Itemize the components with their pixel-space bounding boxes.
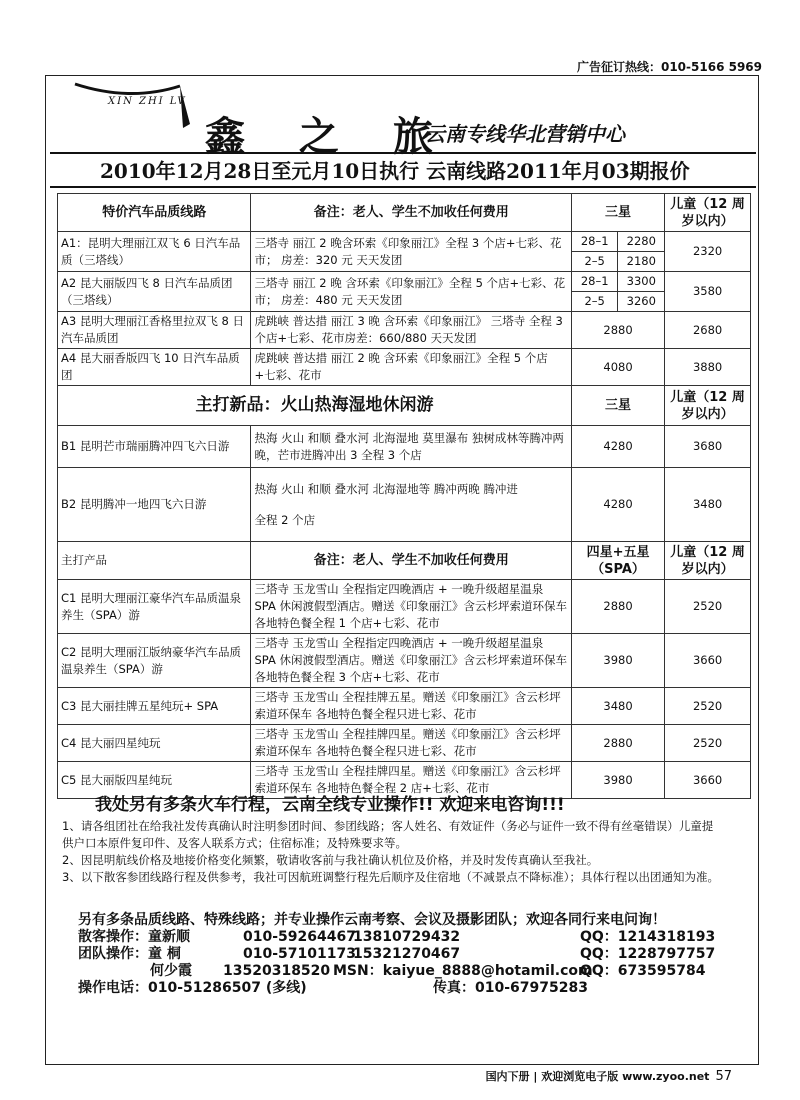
route-name: C5 昆大丽版四星纯玩 [58,762,251,799]
route-note: 虎跳峡 普达措 丽江 2 晚 含环索《印象丽江》全程 5 个店+七彩、花市 [251,349,571,386]
route-name: C3 昆大丽挂牌五星纯玩+ SPA [58,688,251,725]
route-note: 三塔寺 玉龙雪山 全程挂牌五星。赠送《印象丽江》含云杉坪索道环保车 各地特色餐全程只进七彩、花市 [251,688,571,725]
route-note: 三塔寺 丽江 2 晚 含环索《印象丽江》全程 5 个店+七彩、花市； 房差：480 元 天天发团 [251,272,571,312]
page-number: 57 [715,1069,732,1084]
col-note-header: 备注：老人、学生不加收任何费用 [251,194,571,232]
section1-header [58,194,751,232]
route-note: 三塔寺 玉龙雪山 全程挂牌四星。赠送《印象丽江》含云杉坪索道环保车 各地特色餐全程 2 店+七彩、花市 [251,762,571,799]
contact-qq: QQ：1214318193 [580,929,716,945]
route-note-cell [251,468,571,542]
col-child-header: 儿童（12 周岁以内） [665,386,751,426]
contact-label: 团队操作： [78,946,148,962]
section2-header [58,386,751,426]
route-name: A4 昆大丽香版四飞 10 日汽车品质团 [58,349,251,386]
table-row [58,232,751,252]
price-adult: 3480 [571,688,664,725]
note-item: 2、因昆明航线价格及地接价格变化频繁，敬请收客前与我社确认机位及价格，并及时发传真确认至我社。 [62,853,599,867]
table-row [58,468,751,542]
contact-name: 何少霞 [150,963,192,979]
brand-name: 鑫 之 旅 [205,113,453,160]
route-name: C2 昆明大理丽江版纳豪华汽车品质温泉养生（SPA）游 [58,634,251,688]
col-route-header: 主打产品 [58,542,251,580]
contact-phone: 010-57101173 [243,946,356,962]
price-child: 3480 [665,468,751,542]
date-range: 2–5 [571,292,618,312]
route-name: B2 昆明腾冲一地四飞六日游 [58,468,251,542]
col-star-header: 三星 [571,386,664,426]
contact-row [78,963,718,980]
price-child: 3580 [665,272,751,312]
contact-msn: MSN：kaiyue_8888@hotamil.com [333,963,593,979]
price-adult: 3980 [571,762,664,799]
price-adult: 2880 [571,312,664,349]
route-note-extra: 全程 2 个店 [254,512,316,527]
section2-title: 主打新品：火山热海湿地休闲游 [58,386,572,426]
route-name: B1 昆明芒市瑞丽腾冲四飞六日游 [58,426,251,468]
price-adult: 4080 [571,349,664,386]
contact-mobile: 15321270467 [353,946,461,962]
slogan: 我处另有多条火车行程，云南全线专业操作!! 欢迎来电咨询!!! [95,795,565,815]
route-name: C1 昆明大理丽江豪华汽车品质温泉养生（SPA）游 [58,580,251,634]
route-note: 三塔寺 玉龙雪山 全程指定四晚酒店 + 一晚升级超星温泉 SPA 休闲渡假型酒店。赠送《印象丽江》含云杉坪索道环保车 各地特色餐全程 3 个店+七彩、花市 [251,634,571,688]
col-child-header: 儿童（12 周岁以内） [665,542,751,580]
logo-english-text: XIN ZHI LV [108,96,187,107]
col-star-header: 三星 [571,194,664,232]
contact-phone: 010-51286507 (多线) [148,980,307,996]
contact-block [78,912,718,997]
contact-row [78,980,718,997]
col-star-header: 四星+五星（SPA） [571,542,664,580]
table-row [58,312,751,349]
price-table [57,193,751,799]
date-range: 28–1 [571,232,618,252]
price-child: 2520 [665,725,751,762]
contact-row [78,946,718,963]
ad-hotline: 广告征订热线：010-5166 5969 [576,60,762,74]
route-name: A3 昆明大理丽江香格里拉双飞 8 日汽车品质团 [58,312,251,349]
route-note: 热海 火山 和顺 叠水河 北海湿地等 腾冲两晚 腾冲进 [254,481,518,496]
brand-subtitle: 云南专线华北营销中心 [425,122,625,146]
price-adult: 2880 [571,580,664,634]
price-adult: 4280 [571,426,664,468]
route-note: 三塔寺 丽江 2 晚含环索《印象丽江》全程 3 个店+七彩、花市； 房差：320 元 天天发团 [251,232,571,272]
route-note: 虎跳峡 普达措 丽江 3 晚 含环索《印象丽江》 三塔寺 全程 3 个店+七彩、花市房差：660/880 天天发团 [251,312,571,349]
table-row [58,349,751,386]
contact-label: 操作电话： [78,980,148,996]
contact-name: 童新顺 [148,929,190,945]
table-row [58,634,751,688]
route-name: C4 昆大丽四星纯玩 [58,725,251,762]
contact-fax: 传真：010-67975283 [433,980,588,996]
price-adult: 2880 [571,725,664,762]
section3-header [58,542,751,580]
col-child-header: 儿童（12 周岁以内） [665,194,751,232]
table-row [58,580,751,634]
table-row [58,272,751,292]
price-adult: 2180 [618,252,665,272]
footer-text: 国内下册 | 欢迎浏览电子版 www.zyoo.net [485,1070,710,1083]
route-note: 热海 火山 和顺 叠水河 北海湿地 莫里瀑布 独树成林等腾冲两晚，芒市进腾冲出 3 全程 3 个店 [251,426,571,468]
contact-mobile: 13520318520 [223,963,331,979]
contact-name: 童 桐 [148,946,181,962]
note-item: 1、请各组团社在给我社发传真确认时注明参团时间、参团线路；客人姓名、有效证件（务必与证件一致不得有丝毫错误）儿童提供户口本原件复印件、及客人联系方式；住宿标准；及特殊要求等。 [62,819,714,850]
route-note: 三塔寺 玉龙雪山 全程挂牌四星。赠送《印象丽江》含云杉坪索道环保车 各地特色餐全程只进七彩、花市 [251,725,571,762]
price-child: 3880 [665,349,751,386]
date-range: 28–1 [571,272,618,292]
price-adult: 2280 [618,232,665,252]
price-child: 3680 [665,426,751,468]
price-child: 2680 [665,312,751,349]
price-adult: 3260 [618,292,665,312]
contact-qq: QQ：1228797757 [580,946,716,962]
contact-label: 散客操作： [78,929,148,945]
contact-phone: 010-59264467 [243,929,356,945]
contact-mobile: 13810729432 [353,929,461,945]
price-adult: 4280 [571,468,664,542]
price-child: 2520 [665,688,751,725]
date-range: 2–5 [571,252,618,272]
price-adult: 3300 [618,272,665,292]
table-row [58,688,751,725]
route-note: 三塔寺 玉龙雪山 全程指定四晚酒店 + 一晚升级超星温泉 SPA 休闲渡假型酒店。赠送《印象丽江》含云杉坪索道环保车 各地特色餐全程 1 个店+七彩、花市 [251,580,571,634]
note-item: 3、以下散客参团线路行程及供参考，我社可因航班调整行程先后顺序及住宿地（不减景点不降标准）；具体行程以出团通知为准。 [62,870,720,884]
col-route-header: 特价汽车品质线路 [58,194,251,232]
table-row [58,426,751,468]
route-name: A2 昆大丽版四飞 8 日汽车品质团（三塔线） [58,272,251,312]
price-adult: 3980 [571,634,664,688]
price-child: 3660 [665,762,751,799]
contact-qq: QQ：673595784 [580,963,706,979]
page-headline: 2010年12月28日至元月10日执行 云南线路2011年月03期报价 [100,159,690,183]
route-name: A1：昆明大理丽江双飞 6 日汽车品质（三塔线） [58,232,251,272]
price-child: 3660 [665,634,751,688]
price-child: 2320 [665,232,751,272]
price-child: 2520 [665,580,751,634]
contact-intro: 另有多条品质线路、特殊线路；并专业操作云南考察、会议及摄影团队；欢迎各同行来电问询！ [78,912,666,928]
table-row [58,725,751,762]
contact-row [78,929,718,946]
divider [50,186,756,188]
divider [50,152,756,154]
page-footer [486,1068,732,1084]
booking-notes [62,818,722,886]
col-note-header: 备注：老人、学生不加收任何费用 [251,542,571,580]
